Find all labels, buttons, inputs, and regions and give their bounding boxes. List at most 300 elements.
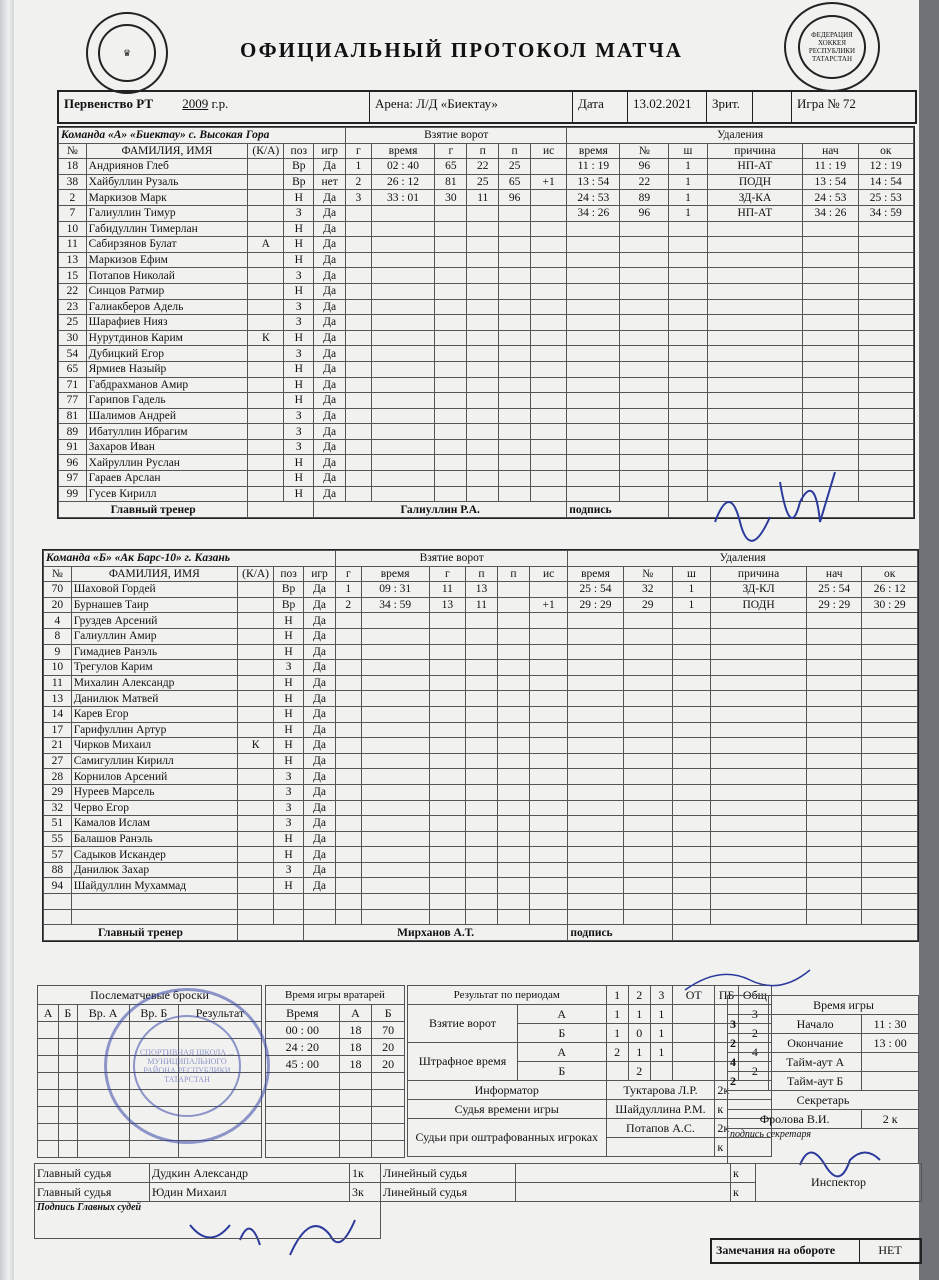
penalty-cell — [672, 675, 710, 691]
penalty-cell — [623, 613, 672, 629]
captain-mark — [248, 393, 284, 409]
penalty-cell — [862, 800, 918, 816]
penalty-cell — [858, 377, 913, 393]
penalty-cell — [669, 268, 707, 284]
goal-cell — [529, 706, 567, 722]
goal-cell: 25 — [499, 159, 531, 175]
penalty-cell — [567, 439, 620, 455]
penalty-cell: 13 : 54 — [803, 174, 858, 190]
captain-mark — [237, 894, 273, 910]
penalty-cell — [862, 753, 918, 769]
goalie-time-cell: 45 : 00 — [266, 1056, 340, 1073]
plays: Да — [314, 252, 346, 268]
table-row — [44, 862, 918, 878]
penalty-cell: 14 : 54 — [858, 174, 913, 190]
penalty-cell — [862, 862, 918, 878]
player-name: Балашов Ранэль — [71, 831, 237, 847]
goal-col-header: п — [497, 566, 529, 582]
penalty-col-header: время — [568, 566, 623, 582]
player-name: Хайбуллин Рузаль — [86, 174, 248, 190]
table-row — [59, 361, 914, 377]
goal-cell — [336, 675, 362, 691]
plays: Да — [314, 439, 346, 455]
date-label: Дата — [573, 92, 628, 122]
captain-mark: К — [237, 738, 273, 754]
penalty-cell — [568, 722, 623, 738]
coach-b-signature — [680, 960, 820, 1000]
plays: Да — [303, 862, 335, 878]
penalty-cell — [568, 628, 623, 644]
goal-cell — [497, 753, 529, 769]
goal-cell — [467, 486, 499, 502]
table-row — [59, 424, 914, 440]
penalty-cell — [620, 252, 669, 268]
captain-mark — [248, 424, 284, 440]
goal-cell: 2 — [346, 174, 372, 190]
goal-cell — [336, 753, 362, 769]
penalty-cell — [567, 346, 620, 362]
coach-name: Мирханов А.Т. — [303, 925, 567, 941]
linesman-label-1: Линейный судья — [381, 1164, 516, 1183]
goal-cell — [429, 800, 465, 816]
penalty-cell — [620, 268, 669, 284]
player-name: Хайруллин Руслан — [86, 455, 248, 471]
goalie-time-cell: 18 — [339, 1056, 372, 1073]
goal-cell — [531, 268, 567, 284]
penalty-cell — [858, 361, 913, 377]
table-row — [44, 769, 918, 785]
pim-b-cell: 2 — [628, 1062, 650, 1081]
player-number: 7 — [59, 205, 87, 221]
penbox-name: Потапов А.С. — [606, 1119, 715, 1138]
notes-box — [710, 1238, 922, 1264]
penalty-cell — [803, 393, 858, 409]
player-name: Бурнашев Таир — [71, 597, 237, 613]
shootout-cell — [59, 1124, 77, 1141]
penalty-cell — [862, 909, 918, 925]
goal-cell — [467, 471, 499, 487]
goal-cell — [336, 878, 362, 894]
goal-cell — [499, 393, 531, 409]
goal-cell — [336, 722, 362, 738]
player-number: 29 — [44, 784, 72, 800]
player-number: 91 — [59, 439, 87, 455]
goal-cell — [531, 315, 567, 331]
player-number: 9 — [44, 644, 72, 660]
penalty-cell — [858, 330, 913, 346]
penalty-cell — [620, 486, 669, 502]
plays: Да — [303, 706, 335, 722]
goal-col-header: г — [435, 143, 467, 159]
penalty-cell — [623, 862, 672, 878]
secretary-category: 2 к — [862, 1110, 919, 1129]
period-header: 1 — [606, 986, 628, 1005]
penalty-cell — [567, 393, 620, 409]
penalty-cell — [807, 847, 862, 863]
goal-cell — [465, 644, 497, 660]
player-name: Шалимов Андрей — [86, 408, 248, 424]
goal-cell — [497, 675, 529, 691]
penalty-cell: ПОДН — [707, 174, 803, 190]
plays: Да — [303, 753, 335, 769]
table-row — [44, 706, 918, 722]
penalty-cell — [862, 816, 918, 832]
goal-cell — [429, 784, 465, 800]
goal-cell — [435, 455, 467, 471]
head-ref-label-1: Главный судья — [35, 1164, 150, 1183]
goal-cell — [497, 582, 529, 598]
player-name: Шаховой Гордей — [71, 582, 237, 598]
penalty-cell — [807, 831, 862, 847]
goal-cell — [465, 894, 497, 910]
table-row — [44, 831, 918, 847]
goal-cell — [531, 330, 567, 346]
penalty-cell — [858, 237, 913, 253]
player-number: 99 — [59, 486, 87, 502]
penalty-cell — [862, 784, 918, 800]
captain-mark — [248, 190, 284, 206]
player-number: 20 — [44, 597, 72, 613]
captain-mark — [237, 597, 273, 613]
shootout-col-header: Б — [59, 1005, 77, 1022]
goal-cell — [336, 644, 362, 660]
shootout-cell — [129, 1141, 178, 1158]
player-number — [44, 909, 72, 925]
penalties-title: Удаления — [568, 551, 918, 567]
player-number: 25 — [59, 315, 87, 331]
goal-cell: 96 — [499, 190, 531, 206]
penalty-cell — [807, 816, 862, 832]
player-name: Маркизов Ефим — [86, 252, 248, 268]
player-number: 28 — [44, 769, 72, 785]
player-number: 15 — [59, 268, 87, 284]
penalty-cell — [672, 722, 710, 738]
goal-cell — [336, 816, 362, 832]
penalty-cell: ЗД-КЛ — [711, 582, 807, 598]
plays: Да — [303, 691, 335, 707]
penalty-cell — [803, 299, 858, 315]
goal-cell — [465, 784, 497, 800]
penalty-cell — [567, 315, 620, 331]
goal-cell — [361, 722, 429, 738]
goal-cell — [361, 753, 429, 769]
plays: Да — [314, 455, 346, 471]
penalty-cell — [807, 706, 862, 722]
shootout-cell — [59, 1107, 77, 1124]
table-row — [44, 784, 918, 800]
pim-b-cell — [606, 1062, 628, 1081]
position: З — [284, 439, 314, 455]
goal-cell — [346, 268, 372, 284]
penalty-cell — [623, 769, 672, 785]
penalty-cell — [672, 753, 710, 769]
penalty-cell: 25 : 53 — [858, 190, 913, 206]
penalty-cell — [672, 894, 710, 910]
goalie-col-header: Время — [266, 1005, 340, 1022]
player-number: 17 — [44, 722, 72, 738]
penalty-cell — [623, 738, 672, 754]
championship: Первенство РТ — [64, 96, 154, 111]
pim-a-cell: 4 — [738, 1043, 771, 1062]
goal-cell — [465, 816, 497, 832]
player-name: Галиуллин Тимур — [86, 205, 248, 221]
penalty-cell — [620, 361, 669, 377]
penalty-cell — [669, 237, 707, 253]
secretary-name: Фролова В.И. — [728, 1110, 862, 1129]
plays: Да — [314, 299, 346, 315]
position: Н — [274, 706, 304, 722]
penalty-cell — [620, 393, 669, 409]
plays: Да — [314, 190, 346, 206]
penalty-cell — [862, 894, 918, 910]
goal-cell — [499, 361, 531, 377]
goal-cell — [465, 753, 497, 769]
plays: Да — [314, 486, 346, 502]
goal-cell — [346, 471, 372, 487]
goal-cell — [497, 738, 529, 754]
position: Н — [274, 722, 304, 738]
penalty-cell — [858, 424, 913, 440]
penalty-cell — [672, 691, 710, 707]
goal-cell — [435, 283, 467, 299]
position: З — [274, 660, 304, 676]
goal-cell — [499, 237, 531, 253]
player-number: 11 — [59, 237, 87, 253]
goal-cell — [499, 346, 531, 362]
penalty-cell — [707, 299, 803, 315]
goal-cell: 1 — [336, 582, 362, 598]
linesman-2-category: к — [731, 1183, 756, 1202]
goal-cell — [529, 675, 567, 691]
goal-cell — [336, 769, 362, 785]
goal-cell — [371, 205, 435, 221]
penalty-cell — [623, 675, 672, 691]
table-row — [59, 377, 914, 393]
goal-cell — [435, 377, 467, 393]
goal-cell: +1 — [531, 174, 567, 190]
penalty-cell — [807, 628, 862, 644]
penalty-cell: 24 : 53 — [567, 190, 620, 206]
table-row — [59, 159, 914, 175]
table-row — [59, 330, 914, 346]
penalty-cell — [803, 221, 858, 237]
penalty-cell — [862, 738, 918, 754]
goal-cell — [529, 784, 567, 800]
goal-cell — [346, 283, 372, 299]
penalty-cell — [807, 660, 862, 676]
goal-cell — [435, 424, 467, 440]
penalty-cell — [711, 722, 807, 738]
penalty-cell — [862, 878, 918, 894]
player-name: Гарипов Гадель — [86, 393, 248, 409]
position: Вр — [284, 159, 314, 175]
goal-cell — [497, 862, 529, 878]
penalty-cell — [620, 299, 669, 315]
penalty-cell — [623, 691, 672, 707]
inspector-label: Инспектор — [756, 1164, 922, 1202]
table-row — [59, 439, 914, 455]
table-row — [59, 221, 914, 237]
table-row — [44, 722, 918, 738]
goal-col-header: г — [346, 143, 372, 159]
goal-cell: 26 : 12 — [371, 174, 435, 190]
goal-cell: 2 — [336, 597, 362, 613]
penalty-cell — [803, 237, 858, 253]
goalie-time-cell — [266, 1107, 340, 1124]
goal-cell — [531, 205, 567, 221]
penalty-col-header: ок — [862, 566, 918, 582]
goal-cell — [529, 660, 567, 676]
penalty-cell — [620, 315, 669, 331]
player-number: 71 — [59, 377, 87, 393]
goal-cell — [429, 909, 465, 925]
penalty-cell — [669, 299, 707, 315]
table-row — [59, 393, 914, 409]
goal-cell — [499, 377, 531, 393]
penalty-cell — [858, 486, 913, 502]
penalty-cell — [707, 252, 803, 268]
plays: Да — [303, 660, 335, 676]
goal-cell: 34 : 59 — [361, 597, 429, 613]
linesman-label-2: Линейный судья — [381, 1183, 516, 1202]
goal-cell — [499, 315, 531, 331]
goal-cell: 65 — [499, 174, 531, 190]
roster-col-header: игр — [303, 566, 335, 582]
penalty-cell — [858, 346, 913, 362]
captain-mark — [248, 439, 284, 455]
penalty-cell — [623, 878, 672, 894]
pim-a-cell: 1 — [628, 1043, 650, 1062]
player-name — [71, 894, 237, 910]
period-header: ПБ — [715, 986, 738, 1005]
goal-cell — [497, 660, 529, 676]
goal-cell: 11 — [429, 582, 465, 598]
penalty-cell: 96 — [620, 159, 669, 175]
binder-edge — [0, 0, 14, 1280]
timeout-b-label: Тайм-аут Б — [769, 1072, 862, 1091]
penalty-cell — [862, 831, 918, 847]
penalty-cell — [672, 878, 710, 894]
player-name: Камалов Ислам — [71, 816, 237, 832]
penalty-cell — [711, 862, 807, 878]
penalty-cell — [858, 299, 913, 315]
goal-cell — [371, 330, 435, 346]
player-number: 89 — [59, 424, 87, 440]
goal-cell — [465, 738, 497, 754]
penalty-cell: 96 — [620, 205, 669, 221]
penalty-cell — [711, 816, 807, 832]
goal-cell — [497, 722, 529, 738]
goalie-time-cell — [372, 1141, 405, 1158]
player-name: Маркизов Марк — [86, 190, 248, 206]
year: 2009 — [182, 96, 209, 111]
goal-cell — [371, 221, 435, 237]
penalty-cell — [862, 706, 918, 722]
goal-cell — [467, 268, 499, 284]
player-name: Андриянов Глеб — [86, 159, 248, 175]
penalty-cell — [858, 315, 913, 331]
goal-cell — [371, 486, 435, 502]
plays: Да — [314, 237, 346, 253]
table-row — [59, 237, 914, 253]
coach-spacer — [248, 502, 314, 518]
penalty-cell — [711, 784, 807, 800]
position: Н — [284, 361, 314, 377]
position: Н — [284, 237, 314, 253]
penalty-cell — [711, 831, 807, 847]
penalty-col-header: время — [567, 143, 620, 159]
table-row — [59, 205, 914, 221]
player-number: 97 — [59, 471, 87, 487]
goal-cell — [429, 691, 465, 707]
player-name: Ибатуллин Ибрагим — [86, 424, 248, 440]
position: З — [284, 268, 314, 284]
goal-cell — [499, 299, 531, 315]
roster-col-header: игр — [314, 143, 346, 159]
goal-cell — [467, 221, 499, 237]
shootout-cell — [38, 1090, 59, 1107]
goal-cell — [499, 408, 531, 424]
penalty-cell — [672, 706, 710, 722]
player-name: Данилюк Матвей — [71, 691, 237, 707]
penalty-cell — [707, 424, 803, 440]
penalty-cell — [567, 252, 620, 268]
player-name: Габдрахманов Амир — [86, 377, 248, 393]
goalie-time-cell — [266, 1124, 340, 1141]
penalty-cell — [862, 691, 918, 707]
goal-cell — [467, 439, 499, 455]
goal-cell — [361, 816, 429, 832]
roster-col-header: (К/А) — [237, 566, 273, 582]
penalty-col-header: № — [620, 143, 669, 159]
player-number: 77 — [59, 393, 87, 409]
penalty-cell — [807, 753, 862, 769]
penalty-cell — [623, 800, 672, 816]
penalty-cell — [623, 753, 672, 769]
position: Н — [284, 252, 314, 268]
captain-mark — [237, 691, 273, 707]
penalty-col-header: ш — [669, 143, 707, 159]
captain-mark — [237, 582, 273, 598]
goal-cell — [429, 847, 465, 863]
table-row — [44, 816, 918, 832]
roster-col-header: поз — [284, 143, 314, 159]
plays: Да — [303, 675, 335, 691]
player-number: 54 — [59, 346, 87, 362]
penalty-cell: 1 — [672, 582, 710, 598]
penalty-cell — [623, 831, 672, 847]
plays: Да — [314, 424, 346, 440]
penalty-cell — [623, 784, 672, 800]
penalty-cell: 12 : 19 — [858, 159, 913, 175]
goal-cell — [497, 597, 529, 613]
pim-b-cell — [650, 1062, 672, 1081]
table-row — [59, 315, 914, 331]
goal-cell — [465, 660, 497, 676]
goalie-time-table — [265, 985, 405, 1158]
penalty-cell — [707, 361, 803, 377]
position: З — [284, 299, 314, 315]
goal-cell — [336, 738, 362, 754]
goal-cell — [361, 660, 429, 676]
penalty-cell — [567, 221, 620, 237]
player-name: Груздев Арсений — [71, 613, 237, 629]
goal-cell — [465, 909, 497, 925]
player-number: 65 — [59, 361, 87, 377]
penalty-cell — [568, 831, 623, 847]
table-row — [44, 691, 918, 707]
coach-a-signature — [700, 462, 840, 562]
